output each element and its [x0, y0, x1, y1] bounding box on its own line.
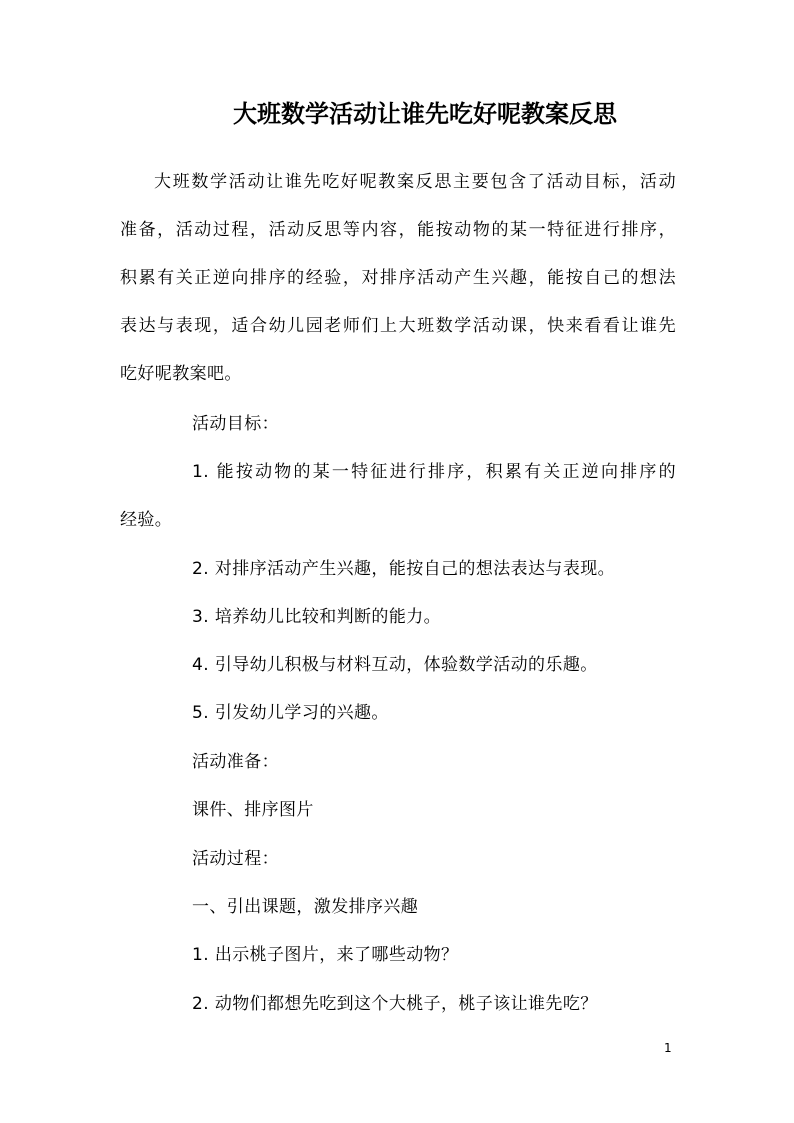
prep-heading: 活动准备： — [192, 752, 279, 772]
step-1-item-1: 1. 出示桃子图片，来了哪些动物？ — [192, 945, 459, 965]
intro-paragraph-line-5: 吃好呢教案吧。 — [120, 364, 242, 384]
goal-item-2: 2. 对排序活动产生兴趣，能按自己的想法表达与表现。 — [192, 559, 616, 579]
document-title: 大班数学活动让谁先吃好呢教案反思 — [233, 99, 617, 128]
intro-paragraph-line-2: 准备，活动过程，活动反思等内容，能按动物的某一特征进行排序， — [120, 220, 676, 240]
process-heading: 活动过程： — [192, 849, 279, 869]
goals-heading: 活动目标： — [192, 414, 279, 434]
goal-item-1: 1. 能按动物的某一特征进行排序，积累有关正逆向排序的 — [192, 462, 676, 482]
intro-paragraph-line-4: 表达与表现，适合幼儿园老师们上大班数学活动课，快来看看让谁先 — [120, 316, 676, 336]
goal-item-3: 3. 培养幼儿比较和判断的能力。 — [192, 607, 442, 627]
prep-items: 课件、排序图片 — [192, 800, 314, 820]
step-1-heading: 一、引出课题，激发排序兴趣 — [192, 897, 419, 917]
intro-paragraph-line-3: 积累有关正逆向排序的经验，对排序活动产生兴趣，能按自己的想法 — [120, 268, 676, 288]
goal-item-4: 4. 引导幼儿积极与材料互动，体验数学活动的乐趣。 — [192, 655, 598, 675]
goal-item-5: 5. 引发幼儿学习的兴趣。 — [192, 703, 389, 723]
goal-item-1-continuation: 经验。 — [120, 510, 173, 530]
step-1-item-2: 2. 动物们都想先吃到这个大桃子，桃子该让谁先吃？ — [192, 994, 598, 1014]
intro-paragraph-line-1: 大班数学活动让谁先吃好呢教案反思主要包含了活动目标，活动 — [154, 172, 676, 192]
page-number: 1 — [664, 1041, 672, 1055]
